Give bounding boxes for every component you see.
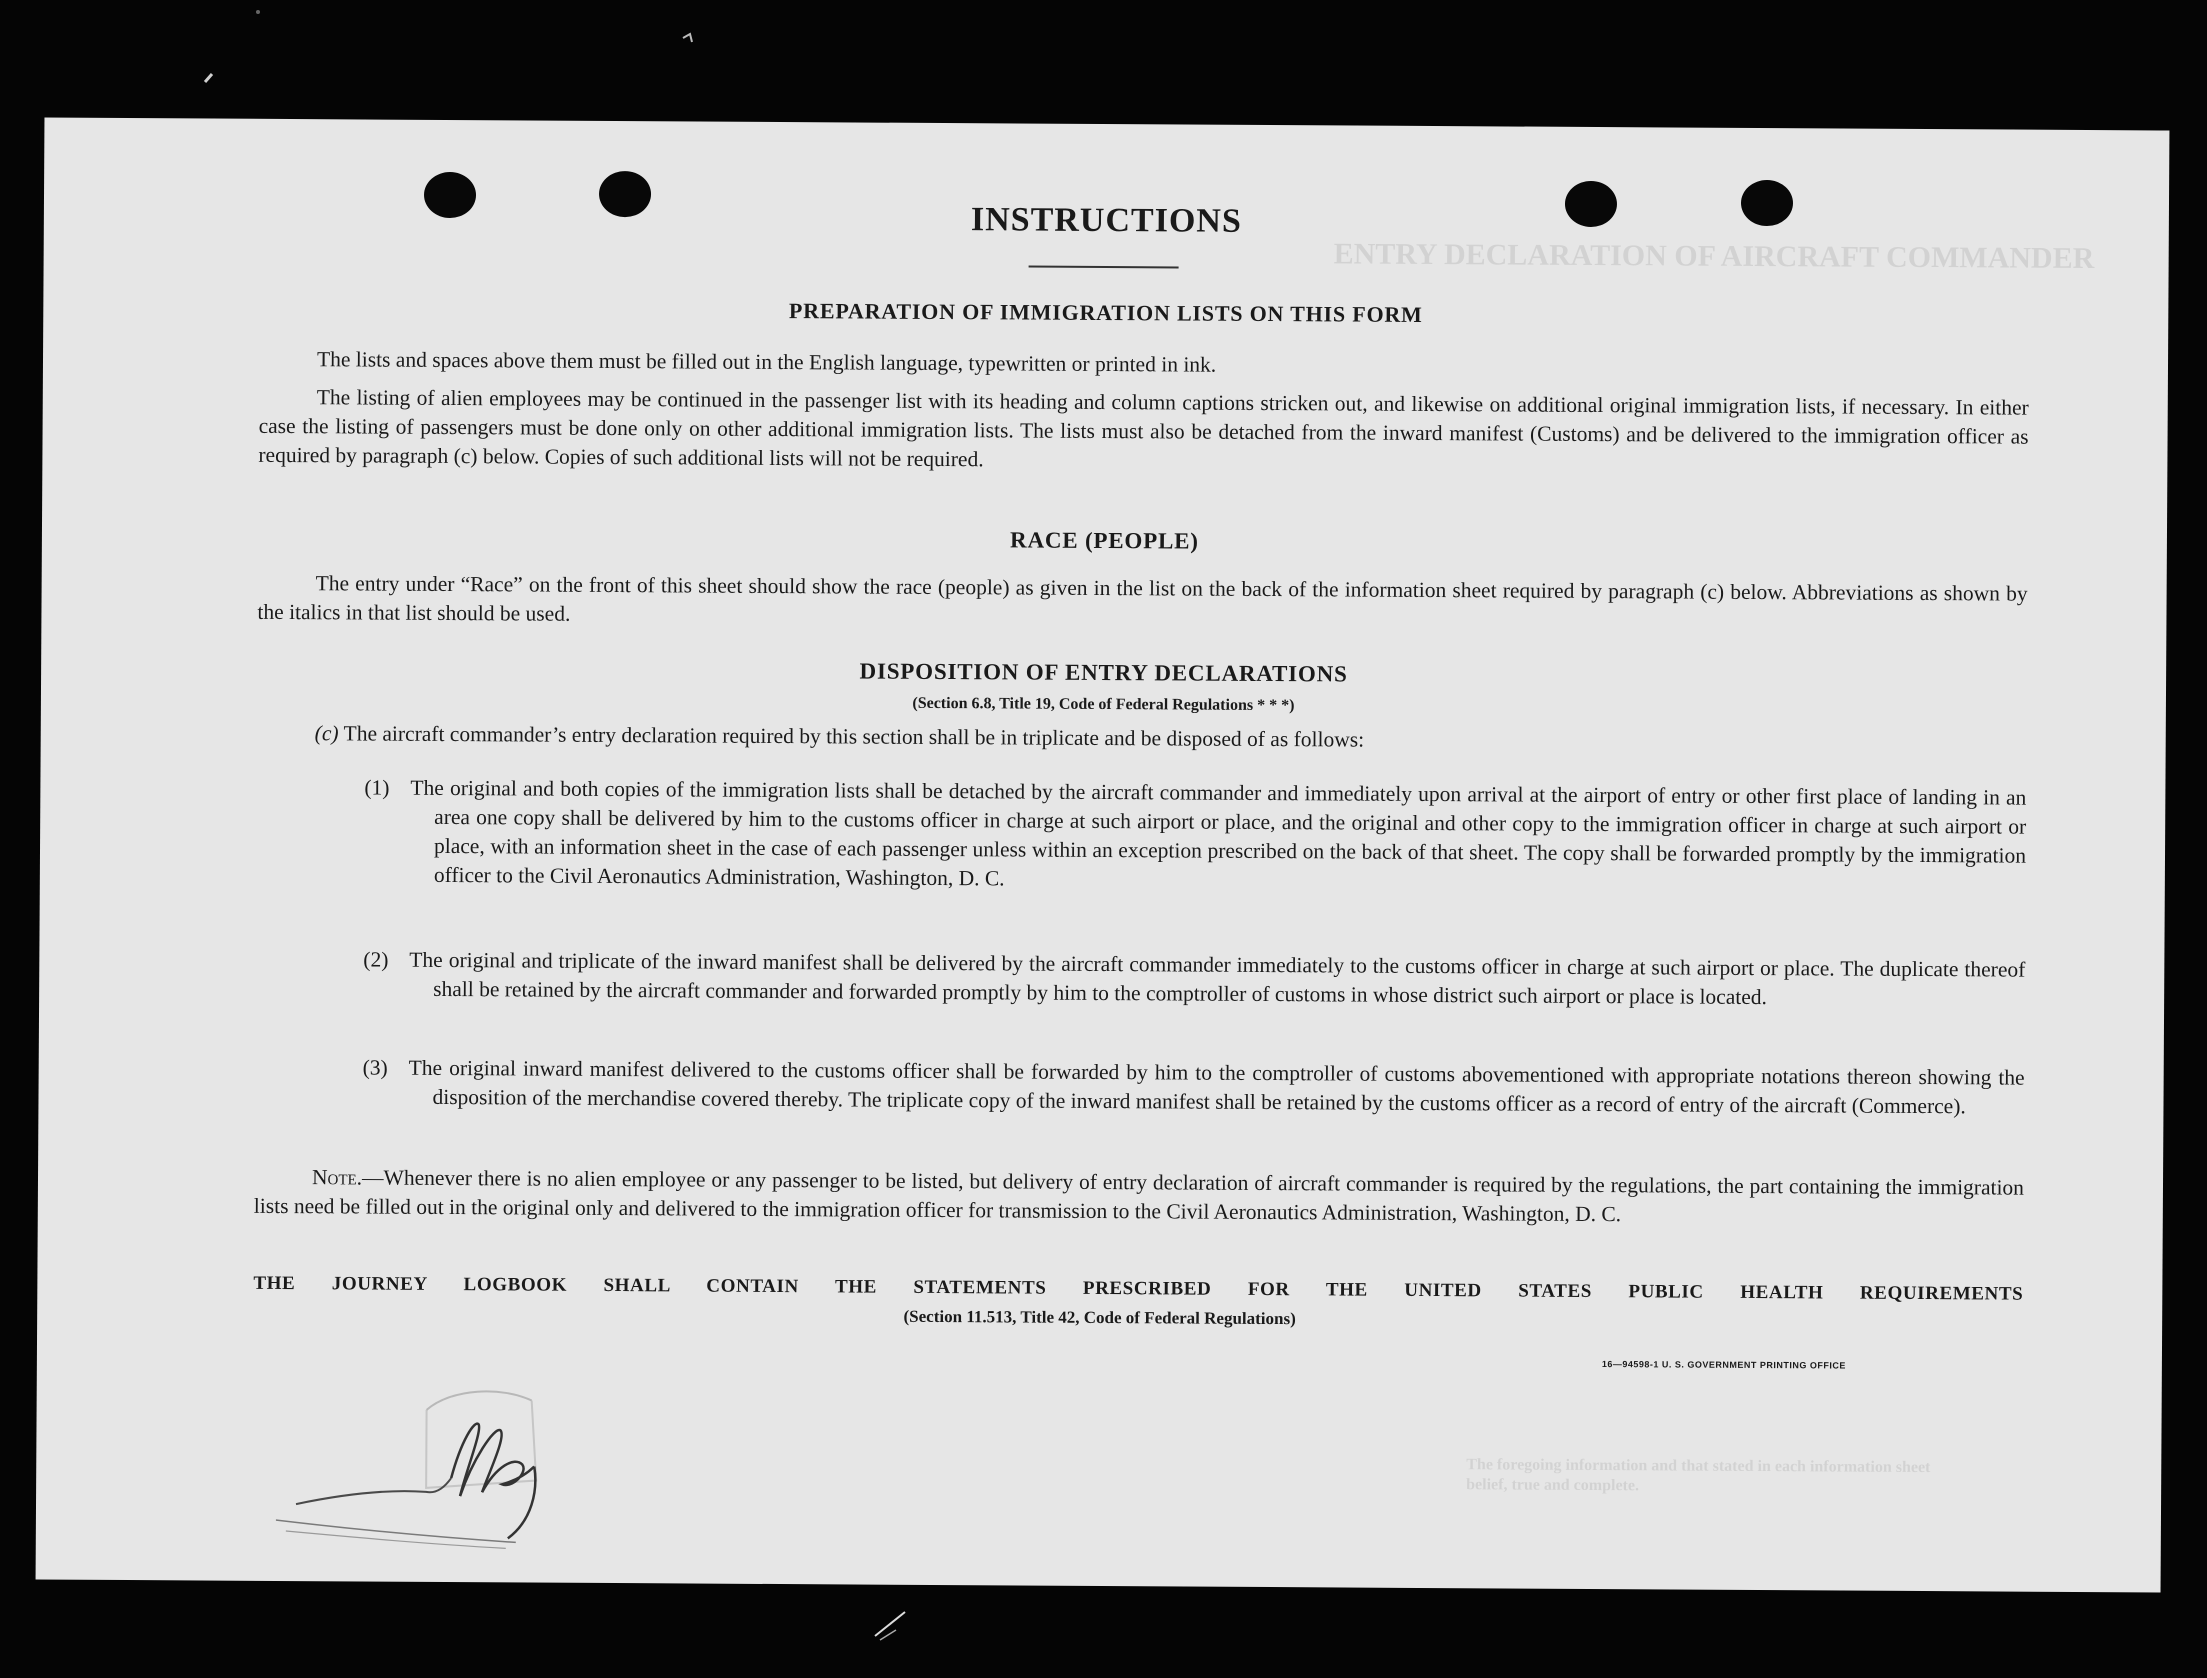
bleed-through-text: The foregoing information and that stated in each information sheet: [1466, 1456, 1931, 1477]
footer-health-requirements: THE JOURNEY LOGBOOK SHALL CONTAIN THE STATEMENTS PRESCRIBED FOR THE UNITED STATES PUBLIC HEALTH REQUIREMENTS: [253, 1272, 2024, 1305]
signature-stroke: [296, 1477, 451, 1505]
footer-citation: (Section 11.513, Title 42, Code of Federal Regulations): [903, 1306, 1296, 1329]
item-text: The original and both copies of the immigration lists shall be detached by the aircraft commander and immediately upon arrival at the airport of entry or other first place of landing in an area one copy shall be delivered by him to the customs officer in charge at such airport or place, and the original and other copy to the immigration officer in charge at such airport or place, with an information sheet in the case of each passenger unless within an exception prescribed on the back of that sheet. The copy shall be forwarded promptly by the immigration officer to the Civil Aeronautics Administration, Washington, D. C.: [410, 775, 2027, 891]
disposition-item-3: [362, 1053, 2024, 1121]
item-number: (2): [363, 947, 389, 972]
note-paragraph: [254, 1163, 2024, 1232]
instruction-sheet: [36, 118, 2170, 1593]
speck: [875, 1612, 905, 1636]
item-text: The original and triplicate of the inward manifest shall be delivered by the aircraft commander immediately to the customs officer in charge at such airport or place. The duplicate thereof shall be retained by the aircraft commander and forwarded promptly by him to the comptroller of customs in whose district such airport or place is located.: [409, 947, 2026, 1010]
speck: [256, 10, 260, 14]
preparation-paragraph-1: The lists and spaces above them must be filled out in the English language, typewritten or printed in ink.: [316, 347, 1217, 377]
note-text: —Whenever there is no alien employee or any passenger to be listed, but delivery of entry declaration of aircraft commander is required by the regulations, the part containing the immigration lists need be filled out in the original only and delivered to the immigration officer for transmission to the Civil Aeronautics Administration, Washington, D. C.: [253, 1165, 2025, 1227]
item-number: (1): [364, 775, 390, 800]
speck: [880, 1630, 896, 1640]
disposition-intro: [257, 719, 2027, 759]
section-heading-preparation: PREPARATION OF IMMIGRATION LISTS ON THIS FORM: [788, 298, 1423, 327]
speck: [683, 34, 692, 42]
title-underline: [1029, 266, 1179, 269]
intro-text: The aircraft commander’s entry declaration required by this section shall be in triplicate and be disposed of as follows:: [343, 721, 1365, 752]
disposition-item-2: [363, 945, 2025, 1013]
section-heading-disposition: DISPOSITION OF ENTRY DECLARATIONS: [859, 658, 1348, 687]
page-title: INSTRUCTIONS: [970, 201, 1242, 240]
speck: [205, 74, 212, 82]
disposition-citation: (Section 6.8, Title 19, Code of Federal Regulations * * *): [912, 694, 1295, 715]
stamp-outline: [427, 1391, 532, 1411]
item-number: (3): [362, 1055, 388, 1080]
intro-label: (c): [314, 721, 339, 746]
race-paragraph: The entry under “Race” on the front of this sheet should show the race (people) as given in the list on the back of the information sheet required by paragraph (c) below. Abbreviations as shown by the italics in that list should be used.: [257, 571, 2028, 626]
preparation-paragraph-2: The listing of alien employees may be continued in the passenger list with its heading and column captions stricken out, and likewise on additional original immigration lists, if necessary. In either case the listing of passengers must be done only on other additional immigration lists. The lists must also be detached from the inward manifest (Customs) and be delivered to the immigration officer as required by paragraph (c) below. Copies of such additional lists will not be required.: [258, 385, 2029, 472]
note-lead: Note.: [311, 1165, 363, 1190]
disposition-item-1: [364, 773, 2027, 899]
bleed-through-text: ENTRY DECLARATION OF AIRCRAFT COMMANDER: [1333, 237, 2095, 276]
handwritten-signature: [276, 1369, 737, 1572]
printer-mark: 16—94598-1 U. S. GOVERNMENT PRINTING OFFICE: [1601, 1359, 1846, 1371]
item-text: The original inward manifest delivered to the customs officer shall be forwarded by him to the comptroller of customs abovementioned with appropriate notations thereon showing the disposition of the merchandise covered thereby. The triplicate copy of the inward manifest shall be retained by the customs officer as a record of entry of the aircraft (Commerce).: [408, 1055, 2025, 1119]
bleed-through-text: belief, true and complete.: [1466, 1476, 1640, 1495]
section-heading-race: RACE (PEOPLE): [1010, 527, 1199, 554]
signature-stroke: [482, 1462, 534, 1493]
signature-stroke: [276, 1519, 516, 1543]
